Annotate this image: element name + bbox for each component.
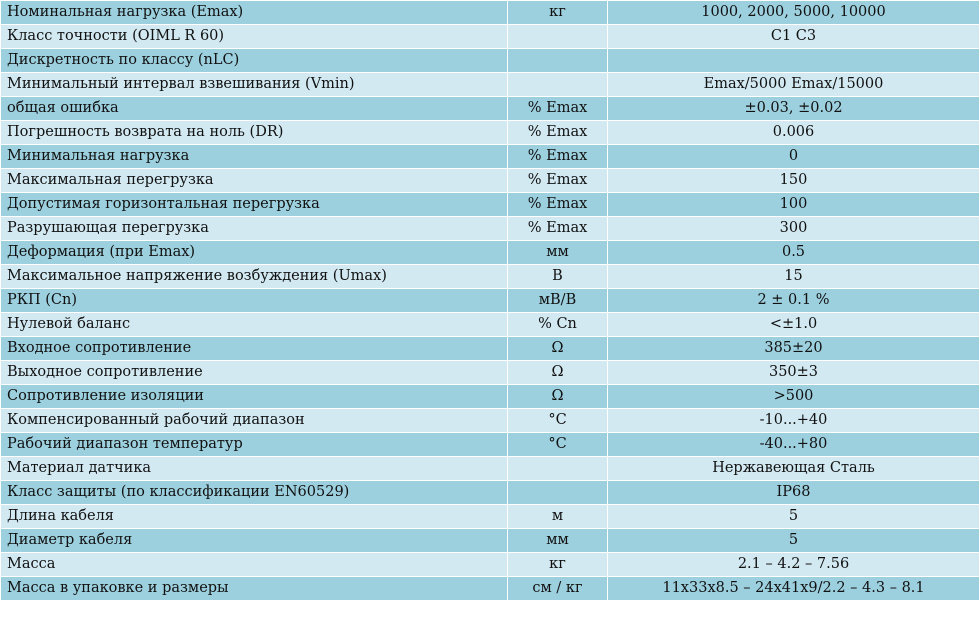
value-cell: 1000, 2000, 5000, 10000	[608, 1, 979, 25]
table-row	[1, 217, 979, 241]
table-row	[1, 313, 979, 337]
table-row	[1, 241, 979, 265]
parameter-cell: Разрушающая перегрузка	[1, 217, 508, 241]
value-cell: -40...+80	[608, 433, 979, 457]
parameter-cell: Нулевой баланс	[1, 313, 508, 337]
unit-cell: % Emax	[508, 169, 608, 193]
parameter-cell: РКП (Cn)	[1, 289, 508, 313]
unit-cell	[508, 49, 608, 73]
unit-cell	[508, 481, 608, 505]
value-cell: 0	[608, 145, 979, 169]
value-cell: 5	[608, 529, 979, 553]
parameter-cell: Входное сопротивление	[1, 337, 508, 361]
unit-cell: см / кг	[508, 577, 608, 601]
value-cell: Нержавеющая Сталь	[608, 457, 979, 481]
value-cell: C1 C3	[608, 25, 979, 49]
unit-cell: °C	[508, 409, 608, 433]
parameter-cell: Масса в упаковке и размеры	[1, 577, 508, 601]
parameter-cell: Выходное сопротивление	[1, 361, 508, 385]
unit-cell: % Emax	[508, 97, 608, 121]
unit-cell	[508, 457, 608, 481]
parameter-cell: общая ошибка	[1, 97, 508, 121]
table-row	[1, 433, 979, 457]
table-row	[1, 193, 979, 217]
specifications-table-body	[1, 1, 979, 601]
table-row	[1, 457, 979, 481]
table-row	[1, 385, 979, 409]
table-row	[1, 505, 979, 529]
table-row	[1, 121, 979, 145]
value-cell: 300	[608, 217, 979, 241]
parameter-cell: Масса	[1, 553, 508, 577]
value-cell: 11x33x8.5 – 24x41x9/2.2 – 4.3 – 8.1	[608, 577, 979, 601]
value-cell: 15	[608, 265, 979, 289]
table-row	[1, 145, 979, 169]
unit-cell: Ω	[508, 385, 608, 409]
table-row	[1, 49, 979, 73]
parameter-cell: Материал датчика	[1, 457, 508, 481]
table-row	[1, 97, 979, 121]
parameter-cell: Минимальная нагрузка	[1, 145, 508, 169]
unit-cell: % Emax	[508, 193, 608, 217]
unit-cell: % Emax	[508, 217, 608, 241]
value-cell: IP68	[608, 481, 979, 505]
parameter-cell: Максимальное напряжение возбуждения (Umax)	[1, 265, 508, 289]
unit-cell: м	[508, 505, 608, 529]
table-row	[1, 481, 979, 505]
unit-cell: % Emax	[508, 121, 608, 145]
parameter-cell: Допустимая горизонтальная перегрузка	[1, 193, 508, 217]
table-row	[1, 1, 979, 25]
parameter-cell: Сопротивление изоляции	[1, 385, 508, 409]
value-cell: >500	[608, 385, 979, 409]
value-cell: 0.006	[608, 121, 979, 145]
unit-cell	[508, 73, 608, 97]
unit-cell: мм	[508, 241, 608, 265]
table-row	[1, 265, 979, 289]
value-cell: 2.1 – 4.2 – 7.56	[608, 553, 979, 577]
value-cell: <±1.0	[608, 313, 979, 337]
value-cell: 385±20	[608, 337, 979, 361]
table-row	[1, 529, 979, 553]
unit-cell: мм	[508, 529, 608, 553]
table-row	[1, 289, 979, 313]
value-cell: 0.5	[608, 241, 979, 265]
parameter-cell: Длина кабеля	[1, 505, 508, 529]
value-cell: 2 ± 0.1 %	[608, 289, 979, 313]
value-cell	[608, 49, 979, 73]
value-cell: 150	[608, 169, 979, 193]
unit-cell: % Cn	[508, 313, 608, 337]
unit-cell: В	[508, 265, 608, 289]
value-cell: 350±3	[608, 361, 979, 385]
unit-cell: мВ/В	[508, 289, 608, 313]
parameter-cell: Диаметр кабеля	[1, 529, 508, 553]
parameter-cell: Погрешность возврата на ноль (DR)	[1, 121, 508, 145]
unit-cell: % Emax	[508, 145, 608, 169]
parameter-cell: Номинальная нагрузка (Emax)	[1, 1, 508, 25]
value-cell: ±0.03, ±0.02	[608, 97, 979, 121]
unit-cell	[508, 25, 608, 49]
unit-cell: кг	[508, 553, 608, 577]
value-cell: Emax/5000 Emax/15000	[608, 73, 979, 97]
table-row	[1, 337, 979, 361]
value-cell: 100	[608, 193, 979, 217]
unit-cell: кг	[508, 1, 608, 25]
table-row	[1, 73, 979, 97]
parameter-cell: Класс точности (OIML R 60)	[1, 25, 508, 49]
table-row	[1, 577, 979, 601]
table-row	[1, 25, 979, 49]
parameter-cell: Рабочий диапазон температур	[1, 433, 508, 457]
unit-cell: Ω	[508, 337, 608, 361]
parameter-cell: Компенсированный рабочий диапазон	[1, 409, 508, 433]
parameter-cell: Дискретность по классу (nLC)	[1, 49, 508, 73]
value-cell: 5	[608, 505, 979, 529]
parameter-cell: Класс защиты (по классификации EN60529)	[1, 481, 508, 505]
unit-cell: °C	[508, 433, 608, 457]
value-cell: -10...+40	[608, 409, 979, 433]
table-row	[1, 553, 979, 577]
table-row	[1, 169, 979, 193]
table-row	[1, 409, 979, 433]
parameter-cell: Максимальная перегрузка	[1, 169, 508, 193]
parameter-cell: Минимальный интервал взвешивания (Vmin)	[1, 73, 508, 97]
parameter-cell: Деформация (при Emax)	[1, 241, 508, 265]
unit-cell: Ω	[508, 361, 608, 385]
table-row	[1, 361, 979, 385]
